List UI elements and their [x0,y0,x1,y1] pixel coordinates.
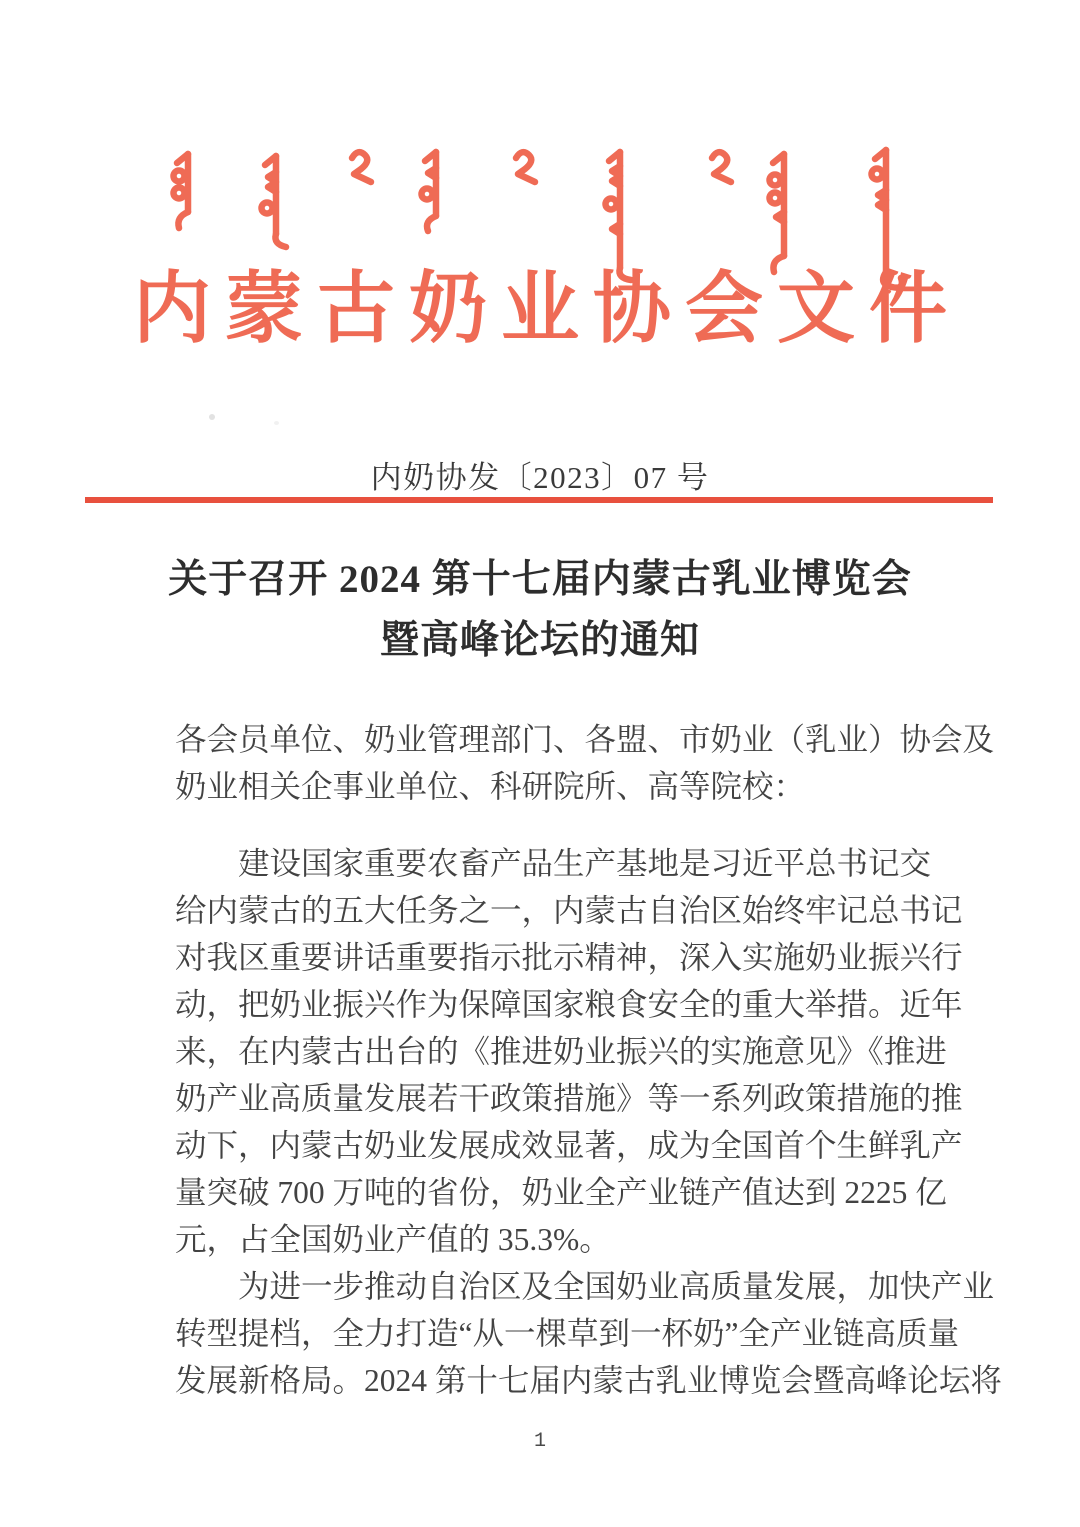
body-line: 元，占全国奶业产值的 35.3%。 [175,1222,611,1257]
doc-number: 内奶协发〔2023〕07 号 [370,460,710,495]
body-line: 来，在内蒙古出台的《推进奶业振兴的实施意见》《推进 [175,1034,947,1069]
body-line: 动，把奶业振兴作为保障国家粮食安全的重大举措。近年 [175,987,963,1022]
doc-body [175,716,1002,1404]
doc-title-line2: 暨高峰论坛的通知 [379,619,700,662]
body-line: 为进一步推动自治区及全国奶业高质量发展，加快产业 [238,1269,995,1304]
body-line: 动下，内蒙古奶业发展成效显著，成为全国首个生鲜乳产 [175,1128,963,1163]
body-line: 建设国家重要农畜产品生产基地是习近平总书记交 [238,846,932,881]
paragraph-1 [175,840,963,1263]
body-line: 量突破 700 万吨的省份，奶业全产业链产值达到 2225 亿 [175,1175,947,1210]
mongolian-word [422,152,437,231]
org-title: 内蒙古奶业协会文件 [132,265,961,352]
salutation-line: 奶业相关企事业单位、科研院所、高等院校： [175,769,806,804]
mongolian-word [770,154,785,272]
body-line: 奶产业高质量发展若干政策措施》等一系列政策措施的推 [175,1081,963,1116]
doc-title [0,549,1080,671]
body-line: 发展新格局。2024 第十七届内蒙古乳业博览会暨高峰论坛将 [175,1363,1002,1398]
body-line: 给内蒙古的五大任务之一，内蒙古自治区始终牢记总书记 [175,893,963,928]
mongolian-word [174,154,189,228]
body-line: 对我区重要讲话重要指示批示精神，深入实施奶业振兴行 [175,940,963,975]
mongolian-word [262,156,287,247]
salutation-line: 各会员单位、奶业管理部门、各盟、市奶业（乳业）协会及 [175,722,995,757]
body-line: 转型提档，全力打造“从一棵草到一杯奶”全产业链高质量 [175,1316,959,1351]
mongolian-word [352,152,371,182]
page-number: 1 [533,1430,546,1453]
scan-artifact [209,414,215,420]
paragraph-2 [175,1263,1002,1404]
mongolian-word [712,152,731,182]
scan-artifact [274,421,279,425]
doc-title-line1: 关于召开 2024 第十七届内蒙古乳业博览会 [168,558,912,601]
mongolian-word [516,152,535,182]
red-divider-line [85,497,993,503]
mongolian-word [606,152,632,280]
